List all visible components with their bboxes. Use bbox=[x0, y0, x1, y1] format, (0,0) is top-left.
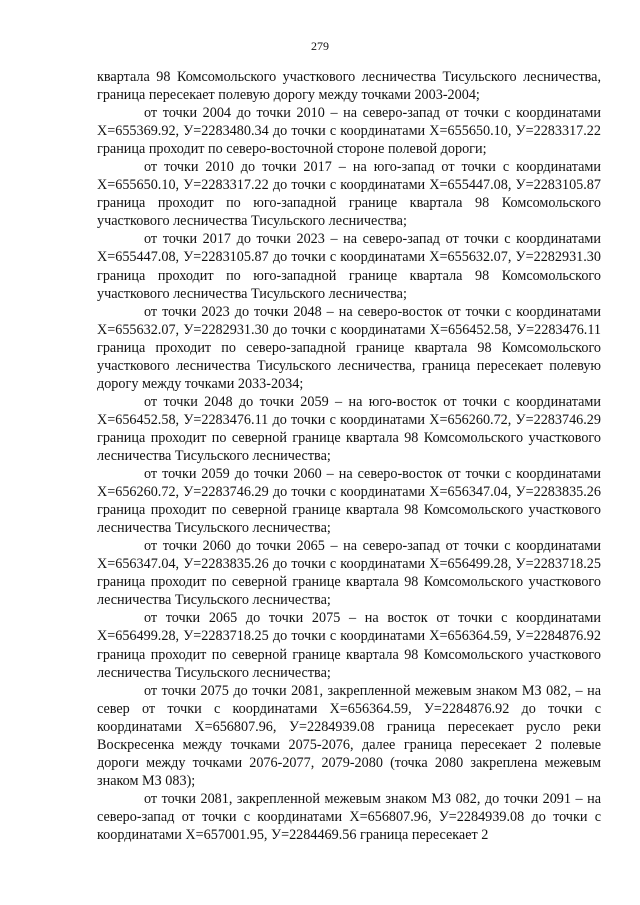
document-body bbox=[97, 68, 601, 844]
paragraph: от точки 2048 до точки 2059 – на юго-восток от точки с координатами Х=656452.58, У=2283476.11 до точки с координатами Х=656260.72, У=2283746.29 граница проходит по северной границе квартала 98 Комсомольского участкового лесничества Тисульского лесничества; bbox=[97, 393, 601, 464]
paragraph: от точки 2060 до точки 2065 – на северо-запад от точки с координатами Х=656347.04, У=2283835.26 до точки с координатами Х=656499.28, У=2283718.25 граница проходит по северной границе квартала 98 Комсомольского участкового лесничества Тисульского лесничества; bbox=[97, 538, 601, 609]
paragraph: от точки 2010 до точки 2017 – на юго-запад от точки с координатами Х=655650.10, У=2283317.22 до точки с координатами Х=655447.08, У=2283105.87 граница проходит по юго-западной границе квартала 98 Комсомольского участкового лесничества Тисульского лесничества; bbox=[97, 159, 601, 230]
paragraph: от точки 2059 до точки 2060 – на северо-восток от точки с координатами Х=656260.72, У=2283746.29 до точки с координатами Х=656347.04, У=2283835.26 граница проходит по северной границе квартала 98 Комсомольского участкового лесничества Тисульского лесничества; bbox=[97, 466, 601, 537]
paragraph: от точки 2075 до точки 2081, закрепленной межевым знаком МЗ 082, – на север от точки с координатами Х=656364.59, У=2284876.92 до точки с координатами Х=656807.96, У=2284939.08 граница пересекает русло реки Воскресенка между точками 2075-2076, далее граница пересекает 2 полевые дороги между точками 2076-2077, 2079-2080 (точка 2080 закреплена межевым знаком МЗ 083); bbox=[97, 682, 601, 789]
paragraph: квартала 98 Комсомольского участкового лесничества Тисульского лесничества, граница пересекает полевую дорогу между точками 2003-2004; bbox=[97, 69, 601, 104]
paragraph: от точки 2081, закрепленной межевым знаком МЗ 082, до точки 2091 – на северо-запад от точки с координатами Х=656807.96, У=2284939.08 до точки с координатами Х=657001.95, У=2284469.56 граница пересекает 2 bbox=[97, 790, 601, 843]
paragraph: от точки 2017 до точки 2023 – на северо-запад от точки с координатами Х=655447.08, У=2283105.87 до точки с координатами Х=655632.07, У=2282931.30 граница проходит по юго-западной границе квартала 98 Комсомольского участкового лесничества Тисульского лесничества; bbox=[97, 231, 601, 302]
paragraph: от точки 2065 до точки 2075 – на восток от точки с координатами Х=656499.28, У=2283718.25 до точки с координатами Х=656364.59, У=2284876.92 граница проходит по северной границе квартала 98 Комсомольского участкового лесничества Тисульского лесничества; bbox=[97, 610, 601, 681]
paragraph: от точки 2023 до точки 2048 – на северо-восток от точки с координатами Х=655632.07, У=2282931.30 до точки с координатами Х=656452.58, У=2283476.11 граница проходит по северо-западной границе квартала 98 Комсомольского участкового лесничества Тисульского лесничества, граница пересекает полевую дорогу между точками 2033-2034; bbox=[97, 303, 601, 392]
paragraph: от точки 2004 до точки 2010 – на северо-запад от точки с координатами Х=655369.92, У=2283480.34 до точки с координатами Х=655650.10, У=2283317.22 граница проходит по северо-восточной стороне полевой дороги; bbox=[97, 105, 601, 158]
page-number: 279 bbox=[311, 39, 329, 53]
